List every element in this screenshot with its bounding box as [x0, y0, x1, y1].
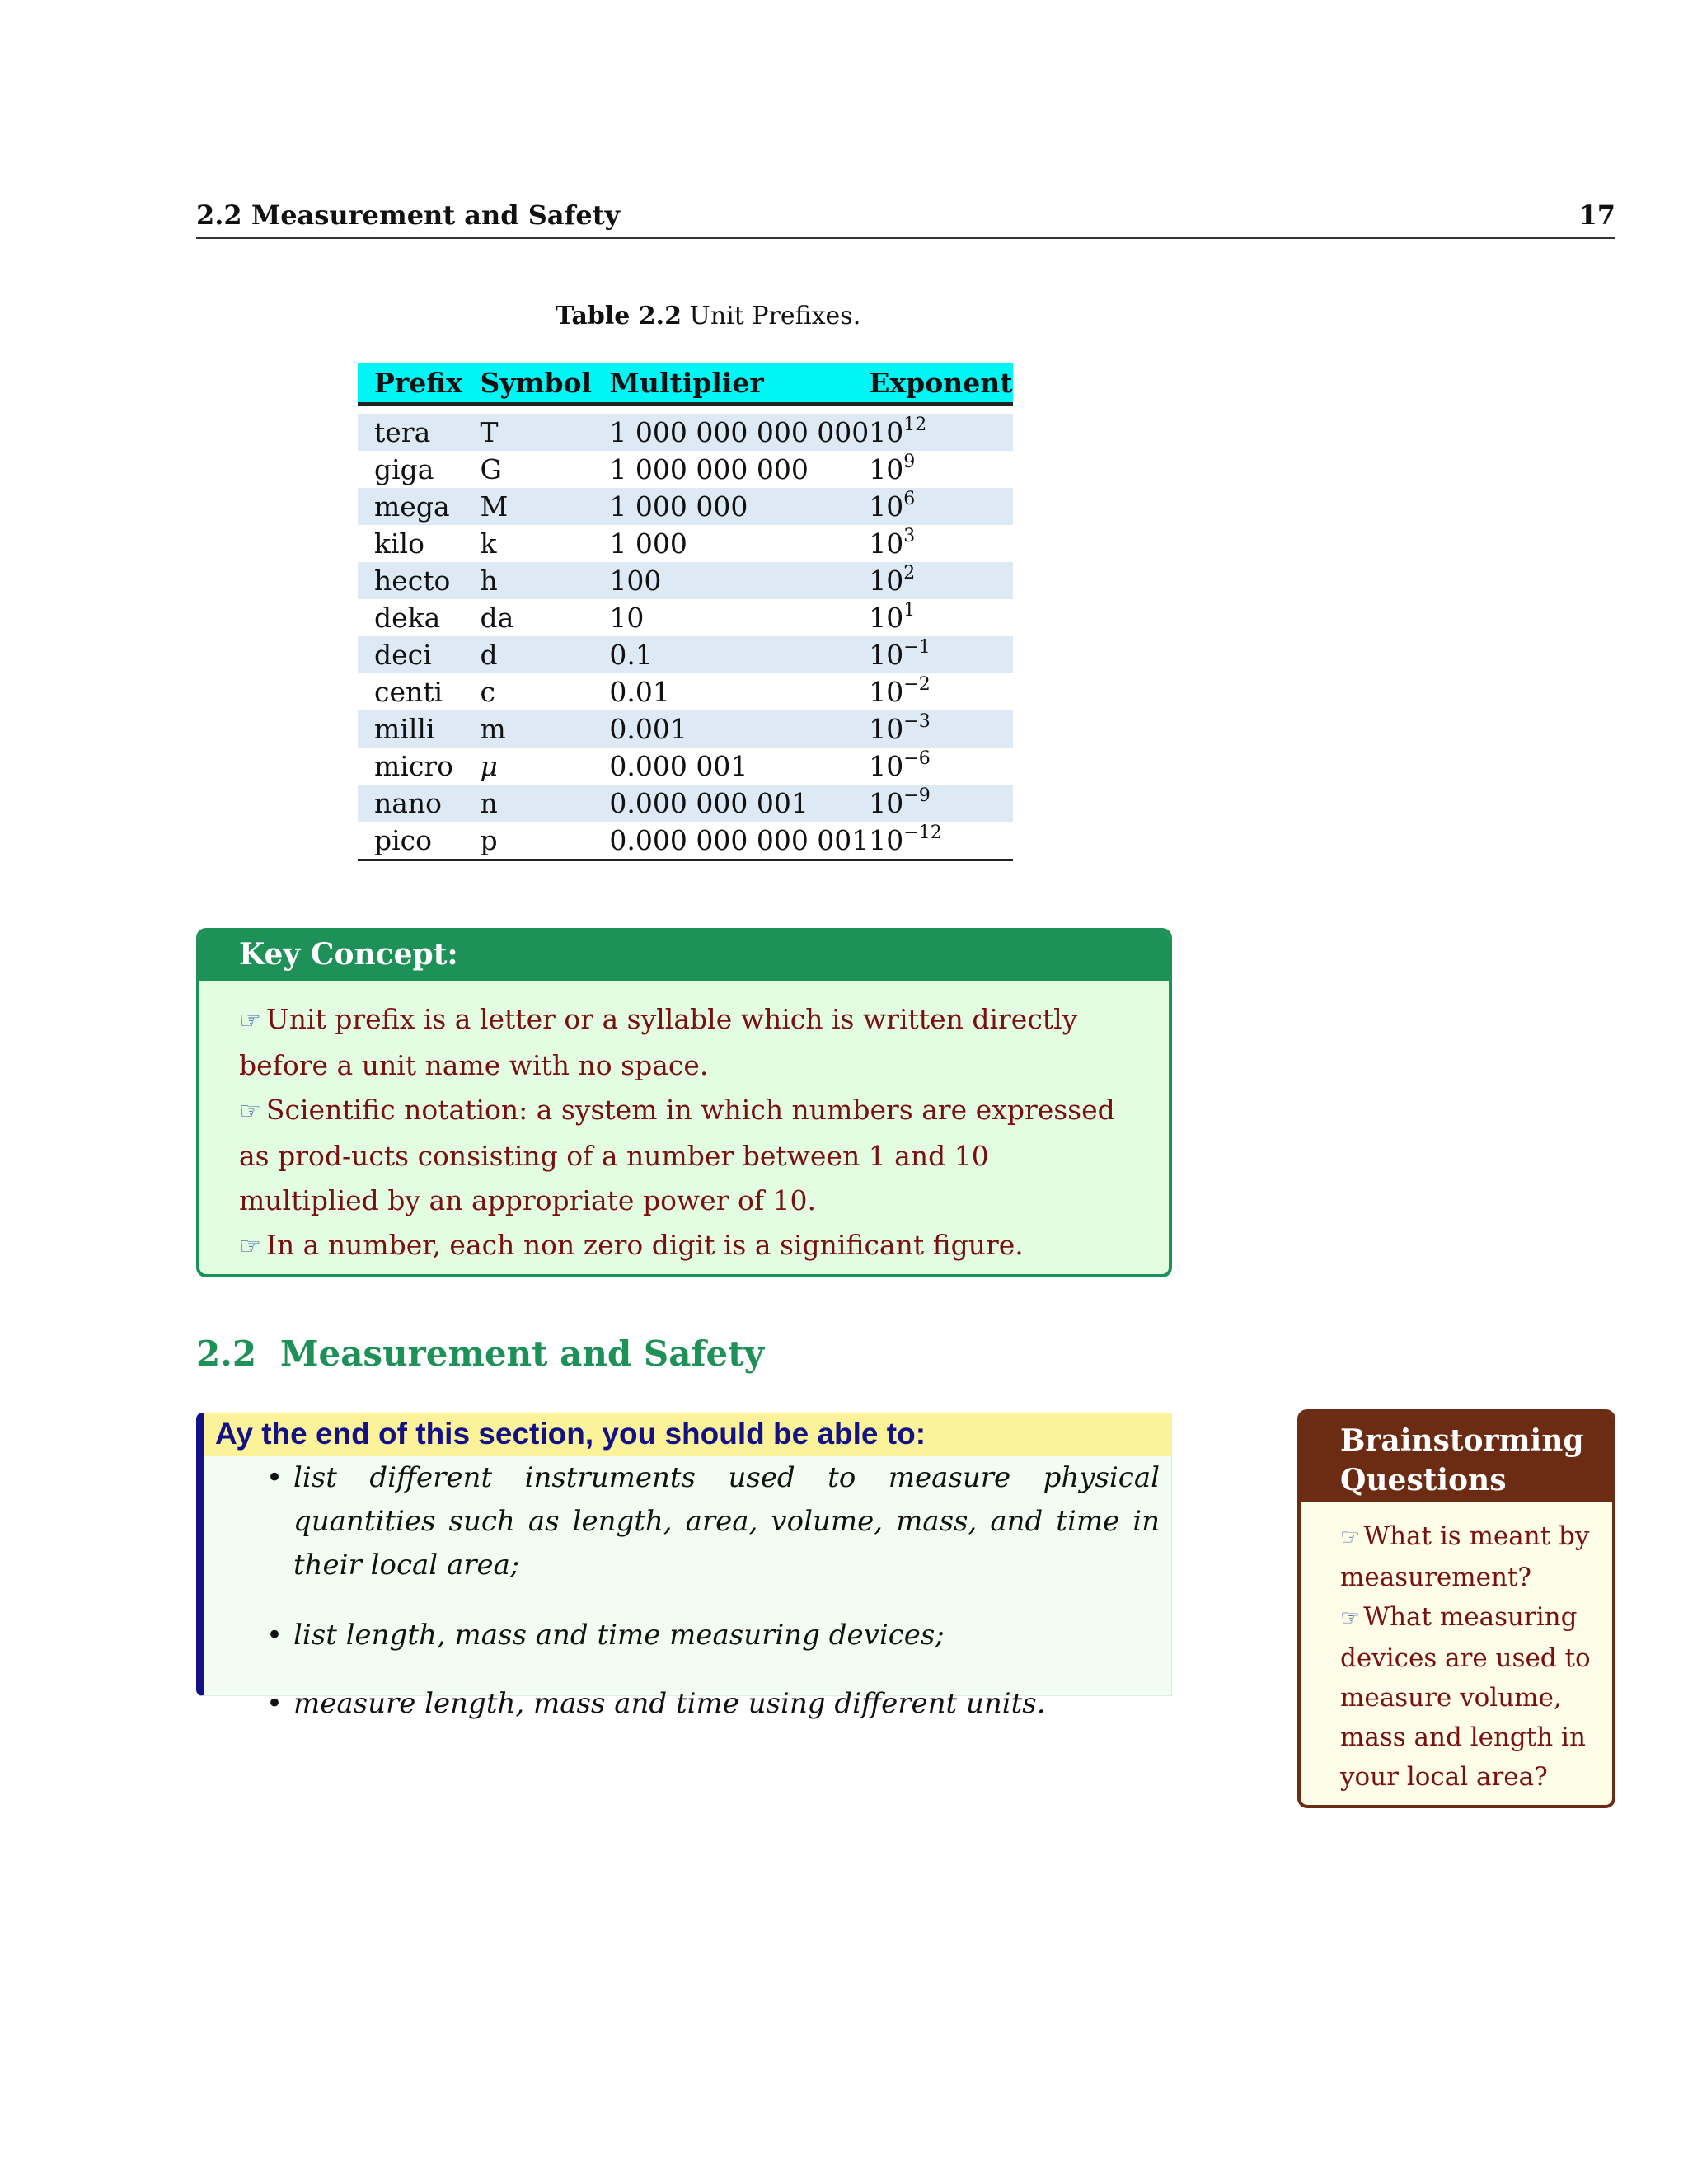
table-caption	[556, 302, 860, 330]
table-cell-symbol: M	[464, 488, 593, 525]
table-cell-symbol: da	[464, 599, 593, 636]
key-concept-title: Key Concept:	[199, 931, 1169, 981]
table-row	[358, 673, 1013, 710]
pointing-hand-icon: ☞	[239, 1006, 261, 1035]
exponent-base: 10	[869, 787, 904, 819]
table-cell-symbol: T	[464, 414, 593, 451]
table-cell-multiplier: 0.000 000 000 001	[593, 822, 869, 860]
table-cell-exponent	[869, 599, 1013, 636]
learning-objectives-box	[196, 1413, 1172, 1720]
exponent-base: 10	[869, 416, 904, 448]
exponent-power: 3	[903, 526, 916, 546]
table-cell-prefix: deci	[358, 636, 464, 673]
brainstorming-body	[1301, 1502, 1612, 1797]
table-cell-multiplier: 0.000 000 001	[593, 785, 869, 822]
exponent-power: −6	[903, 748, 931, 769]
table-header-row	[358, 363, 1013, 404]
objective-text: list different instruments used to measure physical quantities such as length, area, volume, mass, and time in their local area;	[293, 1461, 1160, 1582]
table-cell-multiplier: 0.001	[593, 710, 869, 748]
table-row	[358, 414, 1013, 451]
exponent-power: 12	[903, 415, 927, 435]
pointing-hand-icon: ☞	[239, 1097, 261, 1126]
exponent-power: 2	[903, 563, 916, 583]
table-cell-symbol: p	[464, 822, 593, 860]
exponent-power: −1	[903, 637, 931, 658]
table-cell-exponent	[869, 710, 1013, 748]
objective-text: list length, mass and time measuring devices;	[293, 1619, 945, 1652]
table-cell-symbol: d	[464, 636, 593, 673]
table-cell-symbol: h	[464, 562, 593, 599]
table-cell-prefix: deka	[358, 599, 464, 636]
table-caption-label: Table 2.2	[556, 302, 682, 330]
table-row	[358, 525, 1013, 562]
objectives-list	[204, 1456, 1171, 1726]
exponent-base: 10	[869, 490, 904, 523]
table-cell-exponent	[869, 451, 1013, 488]
table-cell-prefix: pico	[358, 822, 464, 860]
exponent-power: 1	[903, 600, 916, 621]
table-row	[358, 488, 1013, 525]
bullet-icon: •	[266, 1687, 284, 1720]
table-row	[358, 636, 1013, 673]
key-concept-point	[239, 997, 1131, 1088]
table-cell-exponent	[869, 785, 1013, 822]
key-concept-text: Scientific notation: a system in which numbers are expressed as prod-ucts consisting of a number between 1 and 10 multiplied by an appropriate power of 10.	[239, 1094, 1115, 1216]
table-row	[358, 748, 1013, 785]
table-cell-prefix: mega	[358, 488, 464, 525]
exponent-base: 10	[869, 750, 904, 782]
table-header-prefix: Prefix	[358, 363, 464, 404]
exponent-power: 9	[903, 452, 916, 472]
brainstorming-title: Brainstorming Questions	[1301, 1413, 1612, 1502]
objective-item	[204, 1614, 1171, 1657]
table-row	[358, 451, 1013, 488]
exponent-power: −9	[903, 785, 931, 806]
key-concept-text: Unit prefix is a letter or a syllable which is written directly before a unit name with no space.	[239, 1003, 1078, 1081]
table-header-symbol: Symbol	[464, 363, 593, 404]
table-row	[358, 599, 1013, 636]
table-cell-prefix: giga	[358, 451, 464, 488]
table-row	[358, 710, 1013, 748]
section-title: Measurement and Safety	[280, 1333, 765, 1374]
key-concept-point	[239, 1088, 1131, 1223]
pointing-hand-icon: ☞	[1340, 1605, 1361, 1631]
key-concept-text: In a number, each non zero digit is a significant figure.	[265, 1229, 1024, 1261]
table-cell-exponent	[869, 414, 1013, 451]
exponent-base: 10	[869, 602, 904, 634]
table-cell-multiplier: 0.1	[593, 636, 869, 673]
objective-text: measure length, mass and time using different units.	[293, 1687, 1046, 1720]
table-cell-prefix: tera	[358, 414, 464, 451]
exponent-base: 10	[869, 713, 904, 745]
table-row	[358, 785, 1013, 822]
table-cell-symbol: k	[464, 525, 593, 562]
bullet-icon: •	[266, 1461, 284, 1494]
table-cell-prefix: kilo	[358, 525, 464, 562]
exponent-power: −3	[903, 711, 931, 732]
table-cell-prefix: hecto	[358, 562, 464, 599]
page-number: 17	[1578, 199, 1615, 231]
table-header-exponent: Exponent	[869, 363, 1013, 404]
objectives-title: Ay the end of this section, you should be able to:	[204, 1413, 1171, 1456]
table-cell-symbol: m	[464, 710, 593, 748]
section-number: 2.2	[196, 1333, 257, 1374]
brainstorming-question	[1340, 1516, 1604, 1597]
table-cell-exponent	[869, 488, 1013, 525]
brainstorming-question	[1340, 1597, 1604, 1797]
table-cell-multiplier: 100	[593, 562, 869, 599]
exponent-base: 10	[869, 527, 904, 560]
table-row	[358, 822, 1013, 860]
running-header-section: 2.2 Measurement and Safety	[196, 199, 621, 231]
key-concept-body	[199, 981, 1169, 1269]
exponent-base: 10	[869, 453, 904, 485]
table-cell-multiplier: 1 000 000 000	[593, 451, 869, 488]
table-row	[358, 562, 1013, 599]
exponent-power: −12	[903, 823, 942, 843]
table-cell-exponent	[869, 525, 1013, 562]
table-cell-exponent	[869, 748, 1013, 785]
objective-item	[204, 1682, 1171, 1726]
table-cell-prefix: centi	[358, 673, 464, 710]
table-cell-multiplier: 10	[593, 599, 869, 636]
pointing-hand-icon: ☞	[1340, 1525, 1361, 1550]
brainstorming-box	[1297, 1409, 1615, 1808]
exponent-power: −2	[903, 674, 931, 695]
table-cell-prefix: micro	[358, 748, 464, 785]
brainstorming-question-text: What is meant by measurement?	[1340, 1521, 1590, 1592]
table-cell-symbol: c	[464, 673, 593, 710]
table-cell-exponent	[869, 673, 1013, 710]
table-cell-multiplier: 0.000 001	[593, 748, 869, 785]
exponent-base: 10	[869, 639, 904, 671]
exponent-base: 10	[869, 676, 904, 708]
table-cell-symbol: G	[464, 451, 593, 488]
exponent-power: 6	[903, 489, 916, 509]
table-caption-text: Unit Prefixes.	[689, 302, 861, 330]
running-header	[196, 196, 1615, 239]
table-cell-multiplier: 0.01	[593, 673, 869, 710]
key-concept-box	[196, 928, 1172, 1277]
table-header-multiplier: Multiplier	[593, 363, 869, 404]
table-cell-exponent	[869, 822, 1013, 860]
table-cell-multiplier: 1 000 000	[593, 488, 869, 525]
exponent-base: 10	[869, 565, 904, 597]
table-cell-prefix: milli	[358, 710, 464, 748]
key-concept-point	[239, 1223, 1131, 1269]
table-cell-exponent	[869, 562, 1013, 599]
brainstorming-question-text: What measuring devices are used to measure volume, mass and length in your local area?	[1340, 1602, 1591, 1792]
table-cell-multiplier: 1 000	[593, 525, 869, 562]
table-cell-multiplier: 1 000 000 000 000	[593, 414, 869, 451]
pointing-hand-icon: ☞	[239, 1232, 261, 1261]
table-cell-prefix: nano	[358, 785, 464, 822]
objective-item	[204, 1456, 1171, 1587]
exponent-base: 10	[869, 824, 904, 856]
table-cell-symbol: n	[464, 785, 593, 822]
unit-prefix-table	[358, 363, 1013, 861]
table-cell-exponent	[869, 636, 1013, 673]
table-cell-symbol: μ	[464, 748, 593, 785]
bullet-icon: •	[266, 1619, 284, 1652]
section-heading	[196, 1333, 764, 1374]
